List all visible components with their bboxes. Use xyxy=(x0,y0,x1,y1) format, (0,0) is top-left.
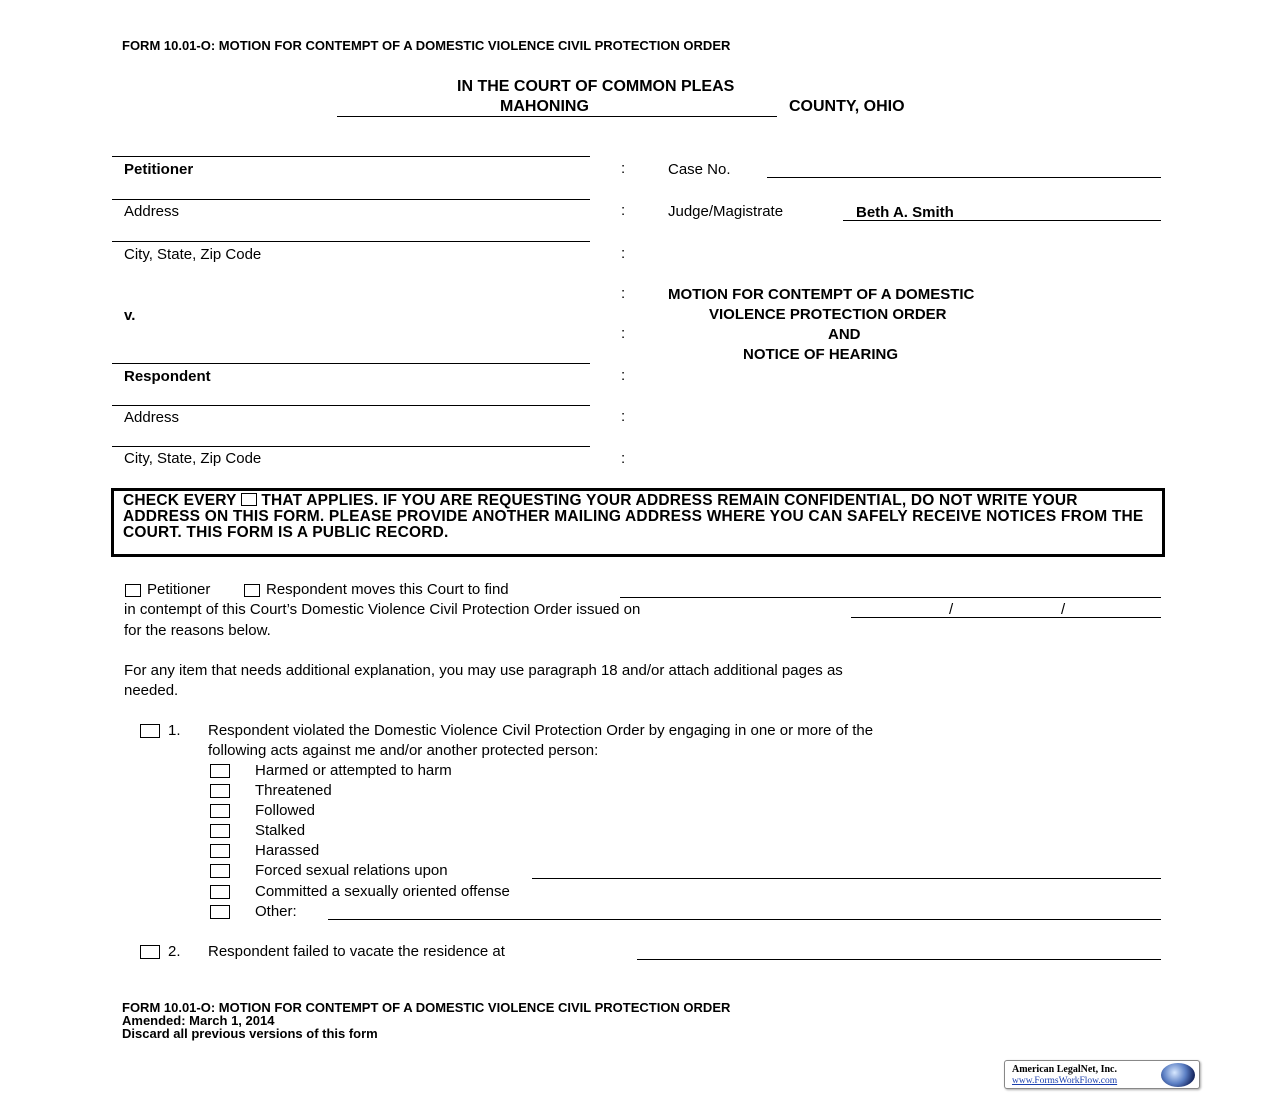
item-1-number: 1. xyxy=(168,722,181,739)
stalked-checkbox[interactable] xyxy=(210,824,230,838)
legalnet-logo[interactable] xyxy=(1004,1060,1200,1089)
petitioner-label: Petitioner xyxy=(124,161,194,178)
petitioner-checkbox[interactable] xyxy=(125,584,141,597)
subitem-harmed: Harmed or attempted to harm xyxy=(255,762,452,779)
sexual-offense-checkbox[interactable] xyxy=(210,885,230,899)
motion-title-line1: MOTION FOR CONTEMPT OF A DOMESTIC xyxy=(668,286,975,303)
followed-checkbox[interactable] xyxy=(210,804,230,818)
subitem-forced-relations: Forced sexual relations upon xyxy=(255,862,448,879)
caption-colon: : xyxy=(621,160,626,177)
motion-title-line2: VIOLENCE PROTECTION ORDER xyxy=(709,306,947,323)
respondent-label: Respondent xyxy=(124,368,211,385)
caption-colon: : xyxy=(621,367,626,384)
order-date-field[interactable] xyxy=(851,617,1161,618)
petitioner-city-line[interactable] xyxy=(112,241,590,242)
case-no-label: Case No. xyxy=(668,161,731,178)
footer-amended: Amended: March 1, 2014 xyxy=(122,1013,275,1028)
form-title: FORM 10.01-O: MOTION FOR CONTEMPT OF A DOMESTIC VIOLENCE CIVIL PROTECTION ORDER xyxy=(122,38,731,53)
subitem-followed: Followed xyxy=(255,802,316,819)
checkbox-sample-icon xyxy=(241,493,257,506)
subitem-sexual-offense: Committed a sexually oriented offense xyxy=(255,883,510,900)
other-field[interactable] xyxy=(328,919,1161,920)
harmed-checkbox[interactable] xyxy=(210,764,230,778)
respondent-address-label: Address xyxy=(124,409,180,426)
notice-text-rest: THAT APPLIES. IF YOU ARE REQUESTING YOUR ADDRESS REMAIN CONFIDENTIAL, DO NOT WRITE YOUR ADDRESS ON THIS FORM. PLEASE PROVIDE ANOTHER MAILING ADDRESS WHERE YOU CAN SAFELY RECEIVE NOTICES FROM THE COURT. THIS FORM IS A PUBLIC RECORD. xyxy=(123,492,1144,541)
residence-field[interactable] xyxy=(637,959,1161,960)
forced-relations-checkbox[interactable] xyxy=(210,864,230,878)
petitioner-name-line[interactable] xyxy=(112,156,590,157)
confidentiality-notice xyxy=(111,488,1165,557)
subitem-other: Other: xyxy=(255,903,297,920)
court-name: IN THE COURT OF COMMON PLEAS xyxy=(457,78,735,95)
item-1-checkbox[interactable] xyxy=(140,724,160,738)
respondent-option-label: Respondent moves this Court to find xyxy=(266,581,509,598)
caption-colon: : xyxy=(621,285,626,302)
date-separator: / xyxy=(1061,601,1066,618)
logo-company: American LegalNet, Inc. xyxy=(1012,1064,1117,1075)
petitioner-option-label: Petitioner xyxy=(147,581,211,598)
item-2-number: 2. xyxy=(168,943,181,960)
threatened-checkbox[interactable] xyxy=(210,784,230,798)
contempt-line-text: in contempt of this Court’s Domestic Violence Civil Protection Order issued on xyxy=(124,601,641,618)
caption-colon: : xyxy=(621,245,626,262)
county-suffix: COUNTY, OHIO xyxy=(789,98,905,115)
motion-title-line3: AND xyxy=(828,326,861,343)
petitioner-city-label: City, State, Zip Code xyxy=(124,246,262,263)
other-checkbox[interactable] xyxy=(210,905,230,919)
explanation-line2: needed. xyxy=(124,682,179,699)
respondent-checkbox[interactable] xyxy=(244,584,260,597)
motion-title-line4: NOTICE OF HEARING xyxy=(743,346,899,363)
item-1-text-line2: following acts against me and/or another protected person: xyxy=(208,742,599,759)
notice-text-start: CHECK EVERY xyxy=(123,492,237,509)
county-line xyxy=(337,116,777,117)
subitem-harassed: Harassed xyxy=(255,842,320,859)
county-value[interactable]: MAHONING xyxy=(500,98,589,115)
globe-icon xyxy=(1161,1063,1195,1087)
item-1-text-line1: Respondent violated the Domestic Violence Civil Protection Order by engaging in one or more of the xyxy=(208,722,874,739)
date-separator: / xyxy=(949,601,954,618)
caption-colon: : xyxy=(621,408,626,425)
subitem-stalked: Stalked xyxy=(255,822,306,839)
caption-colon: : xyxy=(621,325,626,342)
item-2-text: Respondent failed to vacate the residence at xyxy=(208,943,505,960)
judge-label: Judge/Magistrate xyxy=(668,203,784,220)
logo-url[interactable]: www.FormsWorkFlow.com xyxy=(1012,1076,1118,1086)
petitioner-address-label: Address xyxy=(124,203,180,220)
contempt-party-field[interactable] xyxy=(620,597,1161,598)
respondent-city-line[interactable] xyxy=(112,446,590,447)
subitem-threatened: Threatened xyxy=(255,782,332,799)
respondent-address-line[interactable] xyxy=(112,405,590,406)
caption-colon: : xyxy=(621,202,626,219)
footer-discard-note: Discard all previous versions of this form xyxy=(122,1026,378,1041)
respondent-name-line[interactable] xyxy=(112,363,590,364)
versus-label: v. xyxy=(124,307,136,324)
reasons-line: for the reasons below. xyxy=(124,622,271,639)
respondent-city-label: City, State, Zip Code xyxy=(124,450,262,467)
petitioner-address-line[interactable] xyxy=(112,199,590,200)
footer-form-title: FORM 10.01-O: MOTION FOR CONTEMPT OF A DOMESTIC VIOLENCE CIVIL PROTECTION ORDER xyxy=(122,1000,731,1015)
forced-relations-field[interactable] xyxy=(532,878,1161,879)
item-2-checkbox[interactable] xyxy=(140,945,160,959)
judge-value[interactable]: Beth A. Smith xyxy=(856,204,954,221)
case-no-field[interactable] xyxy=(767,177,1161,178)
caption-colon: : xyxy=(621,450,626,467)
explanation-line1: For any item that needs additional explanation, you may use paragraph 18 and/or attach additional pages as xyxy=(124,662,843,679)
harassed-checkbox[interactable] xyxy=(210,844,230,858)
